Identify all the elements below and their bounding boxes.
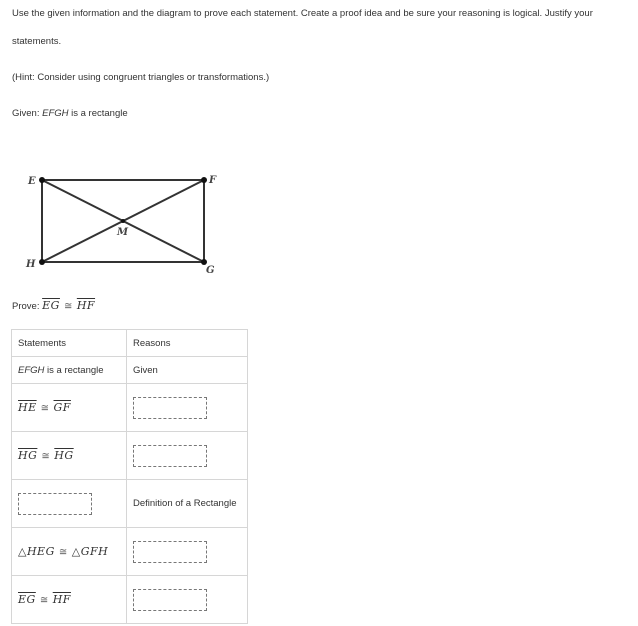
- prove-label: Prove:: [12, 301, 43, 312]
- reason-cell: [127, 528, 248, 576]
- reasons-header: Reasons: [127, 330, 248, 357]
- segment-left: $\overline{HE}$: [18, 401, 37, 414]
- statement-cell: [12, 528, 127, 576]
- table-row: [12, 384, 248, 432]
- congruent-symbol: ≅: [63, 301, 73, 312]
- reason-answer-box[interactable]: [133, 541, 207, 563]
- given-rest: is a rectangle: [68, 108, 128, 119]
- triangle-left: △HEG: [18, 545, 55, 558]
- segment-right: $\overline{HG}$: [54, 449, 74, 462]
- congruent-symbol: ≅: [40, 403, 50, 414]
- reason-cell: Definition of a Rectangle: [127, 480, 248, 528]
- table-header-row: [12, 330, 248, 357]
- instructions-line-1: Use the given information and the diagram to prove each statement. Create a proof idea and be sure your reasoning is logical. Justify your: [12, 8, 593, 19]
- statement-cell: [12, 576, 127, 624]
- statement-cell: [12, 432, 127, 480]
- given-label: Given:: [12, 108, 43, 119]
- proof-table: [11, 329, 248, 624]
- point-h: [39, 259, 45, 265]
- statement-figure-name: EFGH: [18, 364, 45, 376]
- prove-segment-right: $\overline{HF}$: [76, 299, 96, 312]
- prove-segment-left: $\overline{EG}$: [42, 299, 60, 312]
- hint-text: (Hint: Consider using congruent triangles or transformations.): [12, 72, 270, 83]
- table-row: [12, 528, 248, 576]
- segment-left: $\overline{EG}$: [18, 593, 36, 606]
- statement-rest: is a rectangle: [44, 364, 104, 376]
- label-m: M: [117, 227, 129, 238]
- segment-right: $\overline{HF}$: [52, 593, 71, 606]
- congruent-symbol: ≅: [58, 547, 68, 558]
- reason-cell: [127, 384, 248, 432]
- statement-cell: [12, 384, 127, 432]
- reason-answer-box[interactable]: [133, 445, 207, 467]
- label-f: F: [209, 175, 217, 186]
- statement-answer-box[interactable]: [18, 493, 92, 515]
- congruent-symbol: ≅: [39, 595, 49, 606]
- statement-cell: [12, 357, 127, 384]
- table-row: [12, 357, 248, 384]
- reason-cell: [127, 576, 248, 624]
- reason-cell: Given: [127, 357, 248, 384]
- statements-header: Statements: [12, 330, 127, 357]
- prove-statement: [12, 299, 95, 312]
- reason-cell: [127, 432, 248, 480]
- instructions-line-2: statements.: [12, 36, 62, 47]
- point-f: [201, 177, 207, 183]
- congruent-symbol: ≅: [41, 451, 51, 462]
- rectangle-diagram: [18, 166, 228, 278]
- point-m: [121, 219, 125, 223]
- reason-answer-box[interactable]: [133, 397, 207, 419]
- statement-cell: [12, 480, 127, 528]
- segment-left: $\overline{HG}$: [18, 449, 38, 462]
- segment-right: $\overline{GF}$: [53, 401, 71, 414]
- label-h: H: [26, 259, 36, 270]
- reason-answer-box[interactable]: [133, 589, 207, 611]
- label-e: E: [28, 176, 36, 187]
- point-e: [39, 177, 45, 183]
- triangle-right: △GFH: [71, 545, 109, 558]
- table-row: [12, 432, 248, 480]
- given-statement: [12, 107, 128, 120]
- table-row: [12, 480, 248, 528]
- given-figure-name: EFGH: [42, 108, 69, 119]
- table-row: [12, 576, 248, 624]
- label-g: G: [206, 265, 215, 276]
